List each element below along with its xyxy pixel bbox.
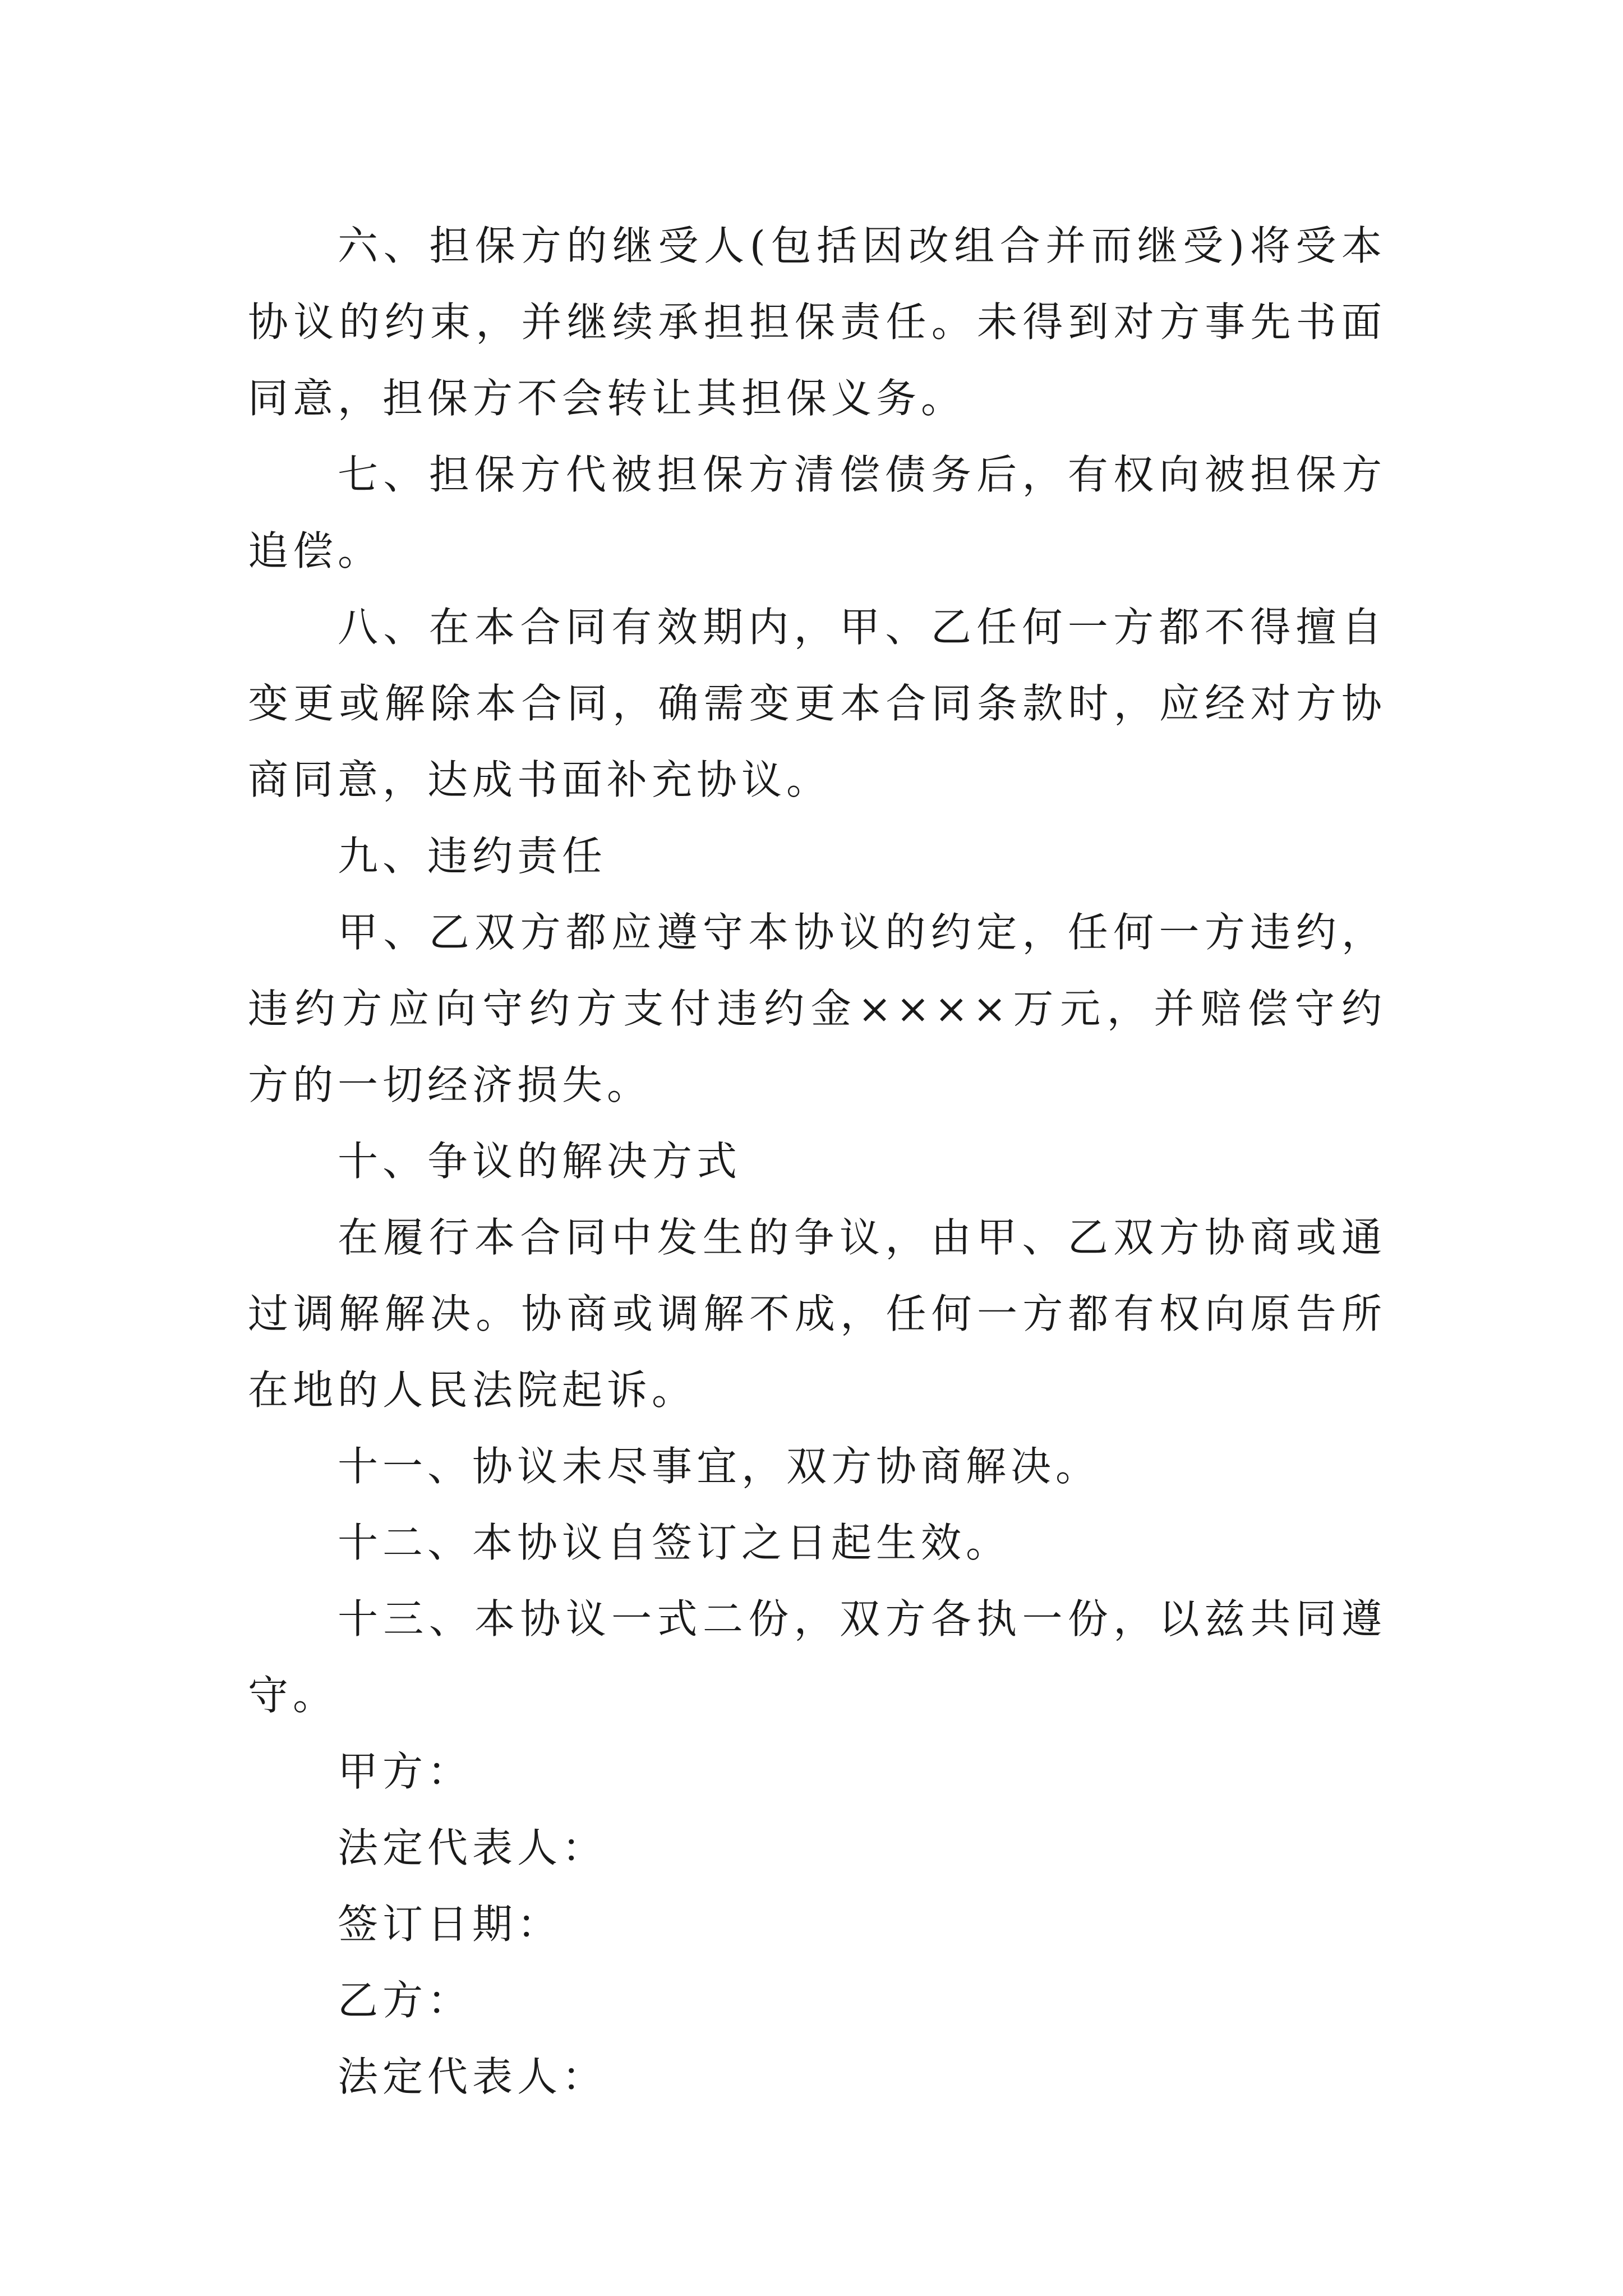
party-a-representative-label: 法定代表人： [338,1824,607,1871]
clause-10-heading: 十、争议的解决方式 [338,1138,742,1185]
clause-13: 十三、本协议一式二份，双方各执一份，以兹共同遵守。 [248,1595,1386,1719]
clause-9-heading: 九、违约责任 [338,832,607,880]
party-a-label: 甲方： [338,1748,473,1795]
sign-date-label: 签订日期： [338,1901,562,1948]
clause-6: 六、担保方的继受人(包括因改组合并而继受)将受本协议的约束，并继续承担担保责任。未得到对方事先书面同意，担保方不会转让其担保义务。 [248,222,1386,422]
clause-9-body: 甲、乙双方都应遵守本协议的约定，任何一方违约，违约方应向守约方支付违约金××××万元，并赔偿守约方的一切经济损失。 [248,909,1386,1108]
clause-10-body: 在履行本合同中发生的争议，由甲、乙双方协商或通过调解解决。协商或调解不成，任何一方都有权向原告所在地的人民法院起诉。 [248,1214,1386,1414]
party-b-label: 乙方： [338,1977,473,2024]
clause-8: 八、在本合同有效期内，甲、乙任何一方都不得擅自变更或解除本合同，确需变更本合同条款时，应经对方协商同意，达成书面补充协议。 [248,604,1386,803]
document-body [248,208,1386,2115]
clause-11: 十一、协议未尽事宜，双方协商解决。 [338,1443,1101,1490]
clause-7: 七、担保方代被担保方清偿债务后，有权向被担保方追偿。 [248,451,1386,574]
party-b-representative-label: 法定代表人： [338,2053,607,2100]
clause-12: 十二、本协议自签订之日起生效。 [338,1519,1011,1566]
